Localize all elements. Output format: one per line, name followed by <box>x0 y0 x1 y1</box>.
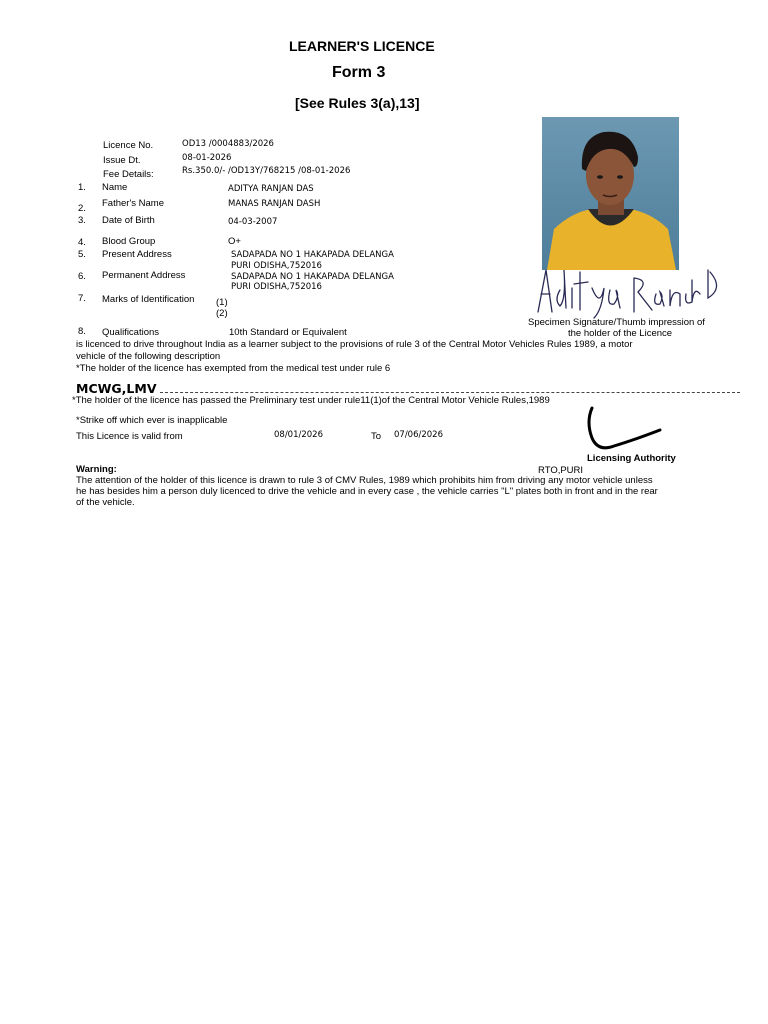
licenced-text-line1: is licenced to drive throughout India as a learner subject to the provisions of rule 3 of the Central Motor Vehicles Rules 1989, a motor <box>76 339 633 350</box>
present-address-line1: SADAPADA NO 1 HAKAPADA DELANGA <box>231 250 394 260</box>
holder-signature <box>530 250 725 320</box>
form-number: Form 3 <box>332 64 386 81</box>
issue-date-value: 08-01-2026 <box>182 153 232 163</box>
field-value-dob: 04-03-2007 <box>228 217 278 227</box>
field-num-4: 4. <box>78 237 86 248</box>
warning-label: Warning: <box>76 464 117 475</box>
field-label-father: Father's Name <box>102 198 165 209</box>
dashed-divider <box>160 392 740 393</box>
field-num-3: 3. <box>78 215 86 226</box>
permanent-address-line2: PURI ODISHA,752016 <box>231 282 322 292</box>
field-num-7: 7. <box>78 293 86 304</box>
licence-no-value: OD13 /0004883/2026 <box>182 139 274 149</box>
strike-off-note: *Strike off which ever is inapplicable <box>76 415 228 426</box>
warning-line3: of the vehicle. <box>76 497 135 508</box>
field-label-blood: Blood Group <box>102 236 156 247</box>
vehicle-classes: MCWG,LMV <box>76 381 157 396</box>
field-value-name: ADITYA RANJAN DAS <box>228 184 314 194</box>
valid-to-label: To <box>371 431 382 442</box>
field-num-1: 1. <box>78 182 86 193</box>
marks-line2: (2) <box>216 308 228 319</box>
person-photo-icon <box>542 117 679 270</box>
issue-date-label: Issue Dt. <box>103 155 141 166</box>
field-label-marks: Marks of Identification <box>102 294 195 305</box>
field-label-dob: Date of Birth <box>102 215 155 226</box>
field-num-5: 5. <box>78 249 86 260</box>
fee-label: Fee Details: <box>103 169 154 180</box>
field-value-father: MANAS RANJAN DASH <box>228 199 321 209</box>
field-num-6: 6. <box>78 271 86 282</box>
doc-title: LEARNER'S LICENCE <box>289 38 435 54</box>
fee-value: Rs.350.0/- /OD13Y/768215 /08-01-2026 <box>182 166 351 176</box>
field-num-2: 2. <box>78 203 86 214</box>
field-label-qualifications: Qualifications <box>102 327 160 338</box>
specimen-caption-line1: Specimen Signature/Thumb impression of <box>528 317 705 328</box>
field-num-8: 8. <box>78 326 86 337</box>
field-label-permanent-address: Permanent Address <box>102 270 186 281</box>
permanent-address-line1: SADAPADA NO 1 HAKAPADA DELANGA <box>231 272 394 282</box>
field-value-qualifications: 10th Standard or Equivalent <box>229 327 347 338</box>
prelim-test: *The holder of the licence has passed the Preliminary test under rule11(1)of the Central Motor Vehicle Rules,1989 <box>72 395 550 406</box>
present-address-line2: PURI ODISHA,752016 <box>231 261 322 271</box>
rules-reference: [See Rules 3(a),13] <box>295 95 420 111</box>
valid-to-date: 07/06/2026 <box>394 430 443 440</box>
field-label-name: Name <box>102 182 128 193</box>
holder-photo <box>542 117 679 270</box>
licence-no-label: Licence No. <box>103 140 154 151</box>
valid-from-date: 08/01/2026 <box>274 430 323 440</box>
warning-line1: The attention of the holder of this licence is drawn to rule 3 of CMV Rules, 1989 which prohibits him from driving any motor vehicle unless <box>76 475 653 486</box>
field-value-blood: O+ <box>228 236 241 247</box>
signature-icon <box>530 250 725 320</box>
warning-line2: he has besides him a person duly licenced to drive the vehicle and in every case , the vehicle carries "L" plates both in front and in the rear <box>76 486 658 497</box>
authority-signature-icon <box>584 402 664 454</box>
rto-name: RTO,PURI <box>538 465 584 476</box>
licensing-authority: Licensing Authority <box>587 453 676 464</box>
valid-from-label: This Licence is valid from <box>76 431 183 442</box>
field-label-present-address: Present Address <box>102 249 172 260</box>
marks-line1: (1) <box>216 297 228 308</box>
authority-signature <box>584 402 664 454</box>
licenced-text-line2: vehicle of the following description <box>76 351 221 362</box>
medical-exemption: *The holder of the licence has exempted from the medical test under rule 6 <box>76 363 391 374</box>
specimen-caption-line2: the holder of the Licence <box>568 328 673 339</box>
